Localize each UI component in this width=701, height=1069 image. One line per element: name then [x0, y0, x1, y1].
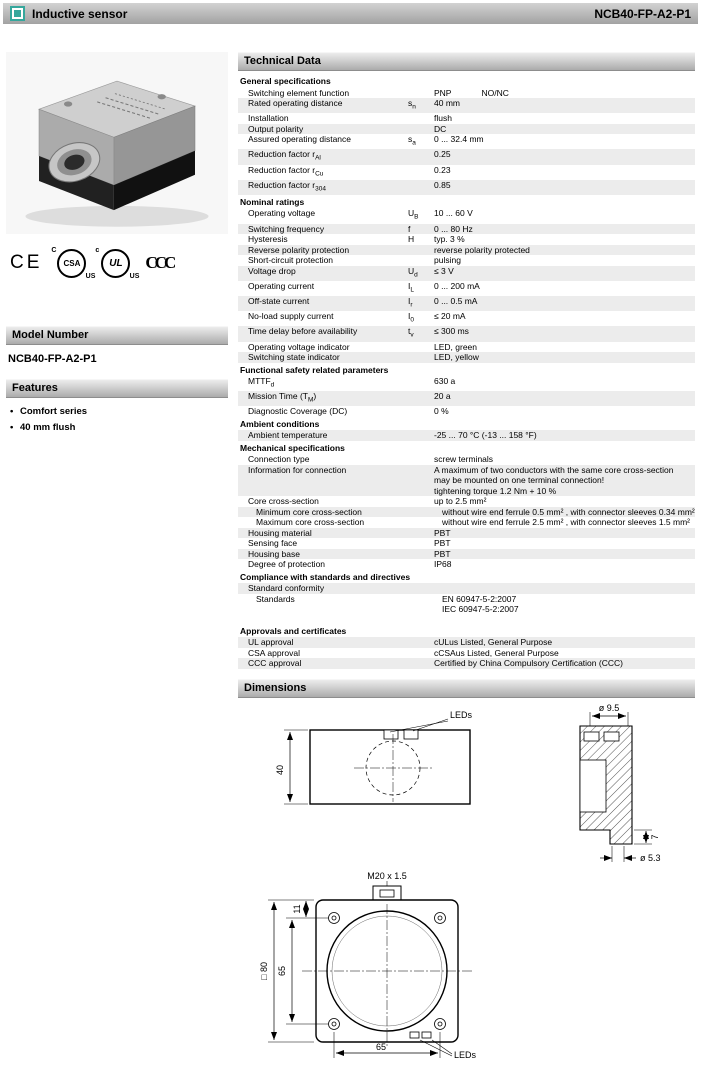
spec-row — [238, 149, 695, 164]
spec-value: typ. 3 % — [434, 234, 465, 245]
spec-value-2: NO/NC — [481, 87, 509, 98]
spec-symbol — [408, 496, 434, 507]
spec-symbol — [408, 406, 434, 417]
model-number-heading: Model Number — [6, 326, 228, 345]
model-number: NCB40-FP-A2-P1 — [8, 353, 97, 365]
spec-label: $MTTF_d$ — [248, 376, 275, 389]
certification-marks — [6, 234, 228, 286]
spec-table — [238, 74, 695, 669]
spec-label: Hysteresis — [248, 234, 288, 245]
right-column — [238, 28, 695, 1069]
spec-value: screw terminals — [434, 454, 494, 465]
spec-symbol — [416, 594, 442, 615]
spec-label: Diagnostic Coverage (DC) — [248, 406, 348, 417]
spec-value — [434, 583, 695, 594]
spec-label: Assured operating distance — [248, 134, 352, 145]
dim-label-65-bottom: 65 — [375, 1041, 387, 1052]
product-photo-svg — [6, 52, 228, 234]
spec-symbol — [408, 376, 434, 391]
spec-symbol — [408, 637, 434, 648]
cross-section-view — [580, 703, 661, 863]
spec-section-title: Mechanical specifications — [240, 442, 345, 453]
spec-label: Standards — [256, 593, 295, 604]
spec-section-title: General specifications — [240, 76, 331, 86]
spec-row — [238, 583, 695, 594]
spec-row — [238, 517, 695, 528]
spec-label: Operating voltage — [248, 208, 316, 219]
spec-value: 10 ... 60 V — [434, 208, 473, 219]
spec-label: Rated operating distance — [248, 98, 343, 108]
spec-row — [238, 208, 695, 223]
spec-row — [238, 255, 695, 266]
spec-symbol — [408, 549, 434, 560]
spec-symbol — [408, 538, 434, 549]
spec-value: PBT — [434, 548, 451, 559]
dim-label-7: 7 — [650, 834, 660, 840]
spec-row — [238, 124, 695, 135]
features-list — [6, 406, 228, 433]
dimension-drawing-svg — [238, 702, 695, 1064]
spec-value: 0 ... 200 mA — [434, 280, 480, 291]
spec-value: 0.23 — [434, 164, 451, 175]
spec-value: without wire end ferrule 0.5 mm² , with connector sleeves 0.34 mm² — [442, 506, 695, 517]
features-heading: Features — [6, 379, 228, 398]
spec-row — [238, 281, 695, 296]
spec-label: Switching element function — [248, 87, 350, 98]
spec-value: 40 mm — [434, 98, 460, 108]
spec-symbol — [408, 124, 434, 135]
spec-label: Installation — [248, 113, 289, 124]
spec-value: IP68 — [434, 559, 452, 570]
dim-label-40: 40 — [275, 764, 285, 775]
feature-item: • 40 mm flush — [10, 422, 228, 433]
spec-label: Switching state indicator — [248, 352, 340, 363]
spec-label: Housing material — [248, 527, 312, 538]
spec-symbol: $U_B$ — [408, 208, 419, 222]
page-title: Inductive sensor — [32, 6, 128, 21]
spec-row — [238, 528, 695, 539]
dim-label-65-left: 65 — [277, 965, 287, 976]
spec-label: Ambient temperature — [248, 430, 328, 441]
spec-value: -25 ... 70 °C (-13 ... 158 °F) — [434, 430, 537, 441]
spec-symbol — [408, 352, 434, 363]
spec-value: A maximum of two conductors with the same core cross-section may be mounted on one terminal connection! tightening torque 1.2 Nm + 10 % — [434, 464, 674, 496]
spec-symbol — [408, 528, 434, 539]
spec-label: Switching frequency — [248, 223, 325, 234]
spec-symbol — [408, 583, 434, 594]
header-part-number: NCB40-FP-A2-P1 — [594, 6, 691, 21]
ul-mark-icon: c UL US — [95, 246, 140, 280]
spec-symbol — [408, 658, 434, 669]
main-content — [0, 24, 701, 1069]
spec-symbol — [408, 245, 434, 256]
spec-row — [238, 234, 695, 245]
spec-value: 0.25 — [434, 149, 451, 160]
dim-label-11: 11 — [292, 904, 302, 914]
spec-symbol: $t_v$ — [408, 326, 414, 340]
spec-row — [238, 549, 695, 560]
spec-value: cCSAus Listed, General Purpose — [434, 647, 559, 658]
spec-label: Operating voltage indicator — [248, 341, 350, 352]
spec-value: PBT — [434, 538, 451, 549]
spec-label: Degree of protection — [248, 559, 326, 570]
dim-label-leds-top: LEDs — [450, 709, 473, 720]
spec-label: UL approval — [248, 637, 294, 648]
spec-label: Voltage drop — [248, 265, 296, 276]
brand-logo-icon — [10, 6, 25, 21]
spec-value: ≤ 20 mA — [434, 311, 466, 322]
feature-item: • Comfort series — [10, 406, 228, 417]
dim-label-sq80: □ 80 — [259, 961, 269, 980]
spec-row — [238, 165, 695, 180]
spec-symbol — [408, 255, 434, 266]
spec-row — [238, 88, 695, 99]
brand-logo-inner — [12, 8, 23, 19]
spec-row — [238, 224, 695, 235]
spec-row — [238, 134, 695, 149]
spec-value: 0 ... 32.4 mm — [434, 134, 484, 145]
spec-section-title: Ambient conditions — [240, 418, 320, 429]
spec-label: Operating current — [248, 280, 315, 291]
spec-label: Mission Time $(T_M)$ — [248, 391, 317, 404]
spec-value: up to 2.5 mm² — [434, 496, 487, 507]
spec-row — [238, 538, 695, 549]
spec-section-title: Approvals and certificates — [240, 625, 347, 636]
spec-value: LED, yellow — [434, 352, 479, 363]
spec-row — [238, 113, 695, 124]
dimensions-heading: Dimensions — [238, 679, 695, 698]
spec-symbol — [408, 559, 434, 570]
spec-value: 630 a — [434, 376, 456, 387]
spec-label: Maximum core cross-section — [256, 517, 365, 528]
spec-row — [238, 496, 695, 507]
datasheet-page — [0, 3, 701, 1069]
spec-label: No-load supply current — [248, 311, 334, 322]
spec-label: Reduction factor $r_{304}$ — [248, 179, 326, 193]
spec-label: Reduction factor $r_{Al}$ — [248, 149, 321, 163]
spec-row — [238, 342, 695, 353]
spec-symbol — [408, 88, 434, 99]
spec-symbol: $U_d$ — [408, 265, 418, 279]
spec-row — [238, 180, 695, 195]
spec-value: ≤ 300 ms — [434, 326, 469, 337]
spec-symbol — [408, 180, 434, 195]
spec-label: CSA approval — [248, 647, 300, 658]
spec-row — [238, 352, 695, 363]
spec-label: Information for connection — [248, 464, 347, 475]
dim-label-dia-5-3: ø 5.3 — [640, 852, 661, 863]
spec-label: Reduction factor $r_{Cu}$ — [248, 164, 324, 178]
spec-value: 0 ... 0.5 mA — [434, 296, 478, 306]
spec-value: EN 60947-5-2:2007 IEC 60947-5-2:2007 — [442, 593, 519, 615]
spec-value: 0 ... 80 Hz — [434, 223, 473, 234]
technical-data-heading: Technical Data — [238, 52, 695, 71]
spec-row — [238, 465, 695, 497]
product-photo — [6, 52, 228, 234]
dim-label-m20: M20 x 1.5 — [367, 870, 407, 881]
spec-symbol — [408, 391, 434, 406]
spec-label: Time delay before availability — [248, 326, 358, 337]
spec-symbol: f — [408, 223, 411, 234]
spec-row — [238, 658, 695, 669]
spec-symbol — [408, 648, 434, 659]
dim-label-dia-9-5: ø 9.5 — [598, 702, 620, 713]
spec-symbol — [408, 113, 434, 124]
spec-symbol: H — [408, 234, 415, 245]
spec-row — [238, 391, 695, 406]
spec-row — [238, 98, 695, 113]
spec-value: flush — [434, 113, 452, 124]
spec-label: Core cross-section — [248, 496, 319, 507]
spec-label: Reverse polarity protection — [248, 244, 350, 255]
spec-symbol — [416, 517, 442, 528]
spec-value: PBT — [434, 527, 451, 538]
spec-row — [238, 648, 695, 659]
spec-row — [238, 266, 695, 281]
spec-row — [238, 559, 695, 570]
spec-symbol: $s_n$ — [408, 98, 416, 111]
spec-gap — [238, 615, 695, 624]
spec-symbol: $I_L$ — [408, 280, 414, 294]
spec-label: Short-circuit protection — [248, 255, 334, 266]
spec-symbol — [408, 342, 434, 353]
spec-symbol — [408, 430, 434, 441]
spec-label: Minimum core cross-section — [256, 506, 362, 517]
spec-value: Certified by China Compulsory Certification (CCC) — [434, 658, 623, 669]
side-view — [275, 710, 473, 804]
spec-row — [238, 376, 695, 391]
spec-row — [238, 311, 695, 326]
spec-symbol — [408, 149, 434, 164]
spec-row — [238, 406, 695, 417]
spec-value: LED, green — [434, 341, 477, 352]
spec-row — [238, 245, 695, 256]
spec-section-title: Compliance with standards and directives — [240, 571, 411, 582]
dimension-drawing — [238, 702, 695, 1069]
spec-label: Housing base — [248, 548, 300, 559]
spec-value: without wire end ferrule 2.5 mm² , with connector sleeves 1.5 mm² — [442, 517, 691, 528]
spec-symbol: $I_0$ — [408, 311, 414, 324]
spec-value: ≤ 3 V — [434, 265, 454, 276]
spec-row — [238, 326, 695, 341]
spec-label: Connection type — [248, 454, 310, 465]
csa-mark-icon: C CSA US — [51, 246, 96, 280]
spec-value: DC — [434, 123, 447, 134]
spec-label: Standard conformity — [248, 583, 325, 594]
spec-row — [238, 507, 695, 518]
left-column — [6, 28, 228, 1069]
spec-value: cULus Listed, General Purpose — [434, 637, 553, 648]
spec-value: pulsing — [434, 255, 461, 266]
ccc-mark-icon: CCC — [145, 253, 174, 272]
spec-row — [238, 430, 695, 441]
spec-symbol — [408, 165, 434, 180]
dim-label-leds-bottom: LEDs — [454, 1049, 477, 1060]
spec-label: Off-state current — [248, 296, 310, 306]
spec-label: CCC approval — [248, 658, 302, 669]
spec-symbol — [408, 465, 434, 497]
spec-symbol — [416, 507, 442, 518]
spec-value: 0 % — [434, 406, 449, 417]
spec-row — [238, 296, 695, 311]
spec-value: 20 a — [434, 391, 451, 402]
spec-row — [238, 594, 695, 615]
spec-symbol: $I_r$ — [408, 296, 413, 309]
spec-row — [238, 637, 695, 648]
spec-section-title: Functional safety related parameters — [240, 364, 389, 375]
spec-label: Sensing face — [248, 538, 298, 549]
page-header — [3, 3, 698, 24]
spec-value: PNP NO/NC — [434, 87, 509, 98]
spec-section-title: Nominal ratings — [240, 196, 305, 207]
ce-mark-icon: CE — [10, 252, 43, 273]
spec-label: Output polarity — [248, 123, 304, 134]
front-view — [259, 871, 477, 1060]
spec-symbol: $s_a$ — [408, 134, 416, 147]
spec-value: 0.85 — [434, 179, 451, 190]
spec-value: reverse polarity protected — [434, 244, 530, 255]
spec-symbol — [408, 454, 434, 465]
spec-row — [238, 454, 695, 465]
